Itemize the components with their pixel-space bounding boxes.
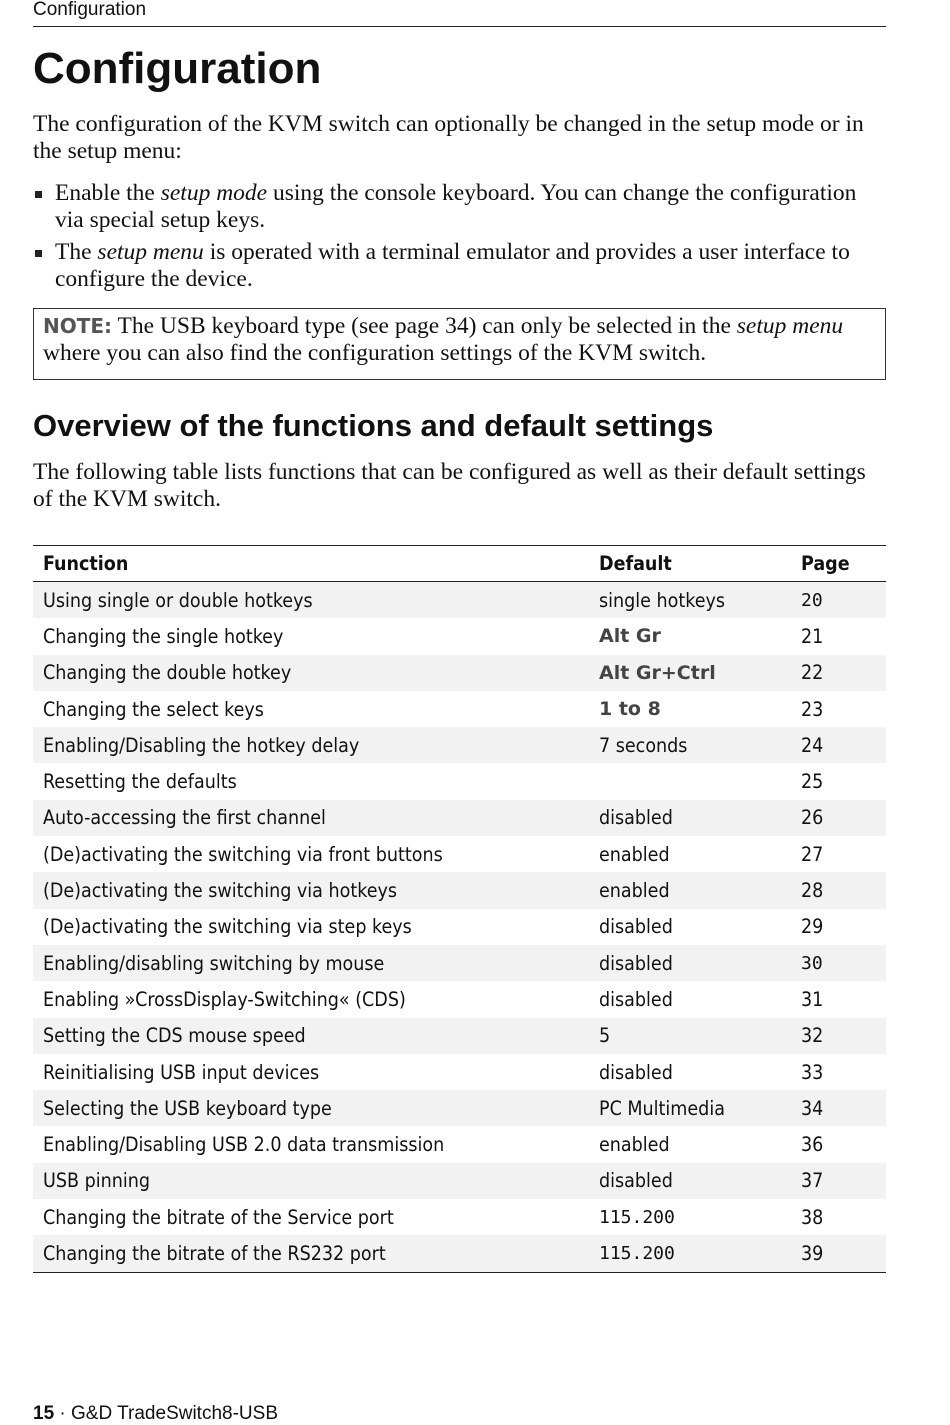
functions-table bbox=[33, 545, 886, 1273]
cell-default: 115.200 bbox=[599, 1206, 675, 1228]
cell-default: disabled bbox=[599, 915, 673, 939]
cell-function: (De)activating the switching via front buttons bbox=[43, 842, 443, 866]
table-row bbox=[33, 909, 886, 945]
cell-default: Alt Gr+Ctrl bbox=[599, 661, 716, 684]
table-row bbox=[33, 872, 886, 908]
cell-page: 22 bbox=[801, 661, 824, 685]
cell-page: 28 bbox=[801, 879, 824, 903]
cell-function: Enabling/disabling switching by mouse bbox=[43, 951, 385, 975]
bullet-item-setup-menu: The setup menu is operated with a terminal emulator and provides a user interface to configure the device. bbox=[33, 239, 886, 293]
cell-function: Reinitialising USB input devices bbox=[43, 1060, 320, 1084]
cell-page: 36 bbox=[801, 1133, 824, 1157]
cell-function: Changing the double hotkey bbox=[43, 661, 292, 685]
cell-function: Enabling/Disabling the hotkey delay bbox=[43, 733, 360, 757]
cell-default: Alt Gr bbox=[599, 625, 661, 648]
cell-function: Changing the bitrate of the Service port bbox=[43, 1205, 394, 1229]
cell-default: enabled bbox=[599, 1133, 670, 1157]
table-row bbox=[33, 945, 886, 981]
column-header-page: Page bbox=[801, 552, 850, 575]
cell-page: 29 bbox=[801, 915, 824, 939]
cell-function: Setting the CDS mouse speed bbox=[43, 1024, 306, 1048]
cell-default: 5 bbox=[599, 1024, 611, 1048]
table-row bbox=[33, 655, 886, 691]
cell-function: (De)activating the switching via step keys bbox=[43, 915, 412, 939]
table-row bbox=[33, 691, 886, 727]
bullet-list bbox=[33, 180, 886, 293]
table-row bbox=[33, 618, 886, 654]
cell-default: single hotkeys bbox=[599, 588, 726, 612]
cell-page: 26 bbox=[801, 806, 824, 830]
note-box: NOTE: The USB keyboard type (see page 34) can only be selected in the setup menu where you can also find the configuration settings of the KVM switch. bbox=[33, 308, 886, 380]
cell-default bbox=[589, 763, 791, 799]
table-row bbox=[33, 1126, 886, 1162]
cell-page: 20 bbox=[801, 589, 823, 611]
cell-function: Enabling »CrossDisplay-Switching« (CDS) bbox=[43, 987, 406, 1011]
section-intro: The following table lists functions that can be configured as well as their default settings of the KVM switch. bbox=[33, 459, 866, 512]
page-footer: 15 · G&D TradeSwitch8-USB bbox=[33, 1403, 278, 1424]
cell-default: disabled bbox=[599, 987, 673, 1011]
cell-function: Selecting the USB keyboard type bbox=[43, 1096, 332, 1120]
cell-page: 34 bbox=[801, 1096, 824, 1120]
cell-function: (De)activating the switching via hotkeys bbox=[43, 879, 398, 903]
cell-page: 39 bbox=[801, 1241, 824, 1265]
page-number: 15 bbox=[33, 1403, 55, 1424]
cell-default: 115.200 bbox=[599, 1242, 675, 1264]
cell-default: 1 to 8 bbox=[599, 698, 661, 721]
cell-default: 7 seconds bbox=[599, 733, 688, 757]
cell-default: enabled bbox=[599, 879, 670, 903]
table-row bbox=[33, 1199, 886, 1235]
cell-page: 33 bbox=[801, 1060, 824, 1084]
cell-page: 38 bbox=[801, 1205, 824, 1229]
cell-function: Auto-accessing the first channel bbox=[43, 806, 326, 830]
cell-function: Changing the select keys bbox=[43, 697, 264, 721]
table-row bbox=[33, 1235, 886, 1272]
cell-page: 30 bbox=[801, 952, 823, 974]
cell-function: Changing the single hotkey bbox=[43, 624, 284, 648]
cell-page: 27 bbox=[801, 842, 824, 866]
cell-default: disabled bbox=[599, 951, 673, 975]
page-title: Configuration bbox=[33, 44, 322, 93]
cell-default: enabled bbox=[599, 842, 670, 866]
cell-page: 23 bbox=[801, 697, 824, 721]
table-row bbox=[33, 981, 886, 1017]
cell-page: 31 bbox=[801, 987, 824, 1011]
column-header-default: Default bbox=[599, 552, 672, 575]
cell-function: USB pinning bbox=[43, 1169, 150, 1193]
cell-default: disabled bbox=[599, 1169, 673, 1193]
cell-default: disabled bbox=[599, 1060, 673, 1084]
table-row bbox=[33, 727, 886, 763]
section-title: Overview of the functions and default settings bbox=[33, 408, 714, 443]
cell-default: disabled bbox=[599, 806, 673, 830]
note-label: NOTE: bbox=[43, 314, 113, 338]
table-header-row bbox=[33, 546, 886, 582]
cell-function: Using single or double hotkeys bbox=[43, 588, 313, 612]
table-row bbox=[33, 1163, 886, 1199]
cell-page: 25 bbox=[801, 770, 824, 794]
cell-page: 21 bbox=[801, 624, 824, 648]
intro-paragraph: The configuration of the KVM switch can optionally be changed in the setup mode or in the setup menu: bbox=[33, 111, 864, 164]
table-row bbox=[33, 836, 886, 872]
cell-function: Changing the bitrate of the RS232 port bbox=[43, 1241, 386, 1265]
document-page bbox=[33, 0, 886, 1273]
cell-function: Enabling/Disabling USB 2.0 data transmission bbox=[43, 1133, 445, 1157]
table-row bbox=[33, 1018, 886, 1054]
running-header: Configuration bbox=[33, 0, 886, 27]
table-row bbox=[33, 763, 886, 799]
cell-page: 24 bbox=[801, 733, 824, 757]
table-row bbox=[33, 582, 886, 619]
table-body bbox=[33, 582, 886, 1273]
table-row bbox=[33, 1090, 886, 1126]
table-row bbox=[33, 1054, 886, 1090]
column-header-function: Function bbox=[43, 552, 129, 575]
cell-page: 32 bbox=[801, 1024, 824, 1048]
cell-default: PC Multimedia bbox=[599, 1096, 725, 1120]
table-row bbox=[33, 800, 886, 836]
cell-page: 37 bbox=[801, 1169, 824, 1193]
bullet-item-setup-mode: Enable the setup mode using the console keyboard. You can change the configuration via special setup keys. bbox=[33, 180, 886, 234]
cell-function: Resetting the defaults bbox=[43, 770, 237, 794]
product-name: G&D TradeSwitch8-USB bbox=[71, 1403, 278, 1424]
